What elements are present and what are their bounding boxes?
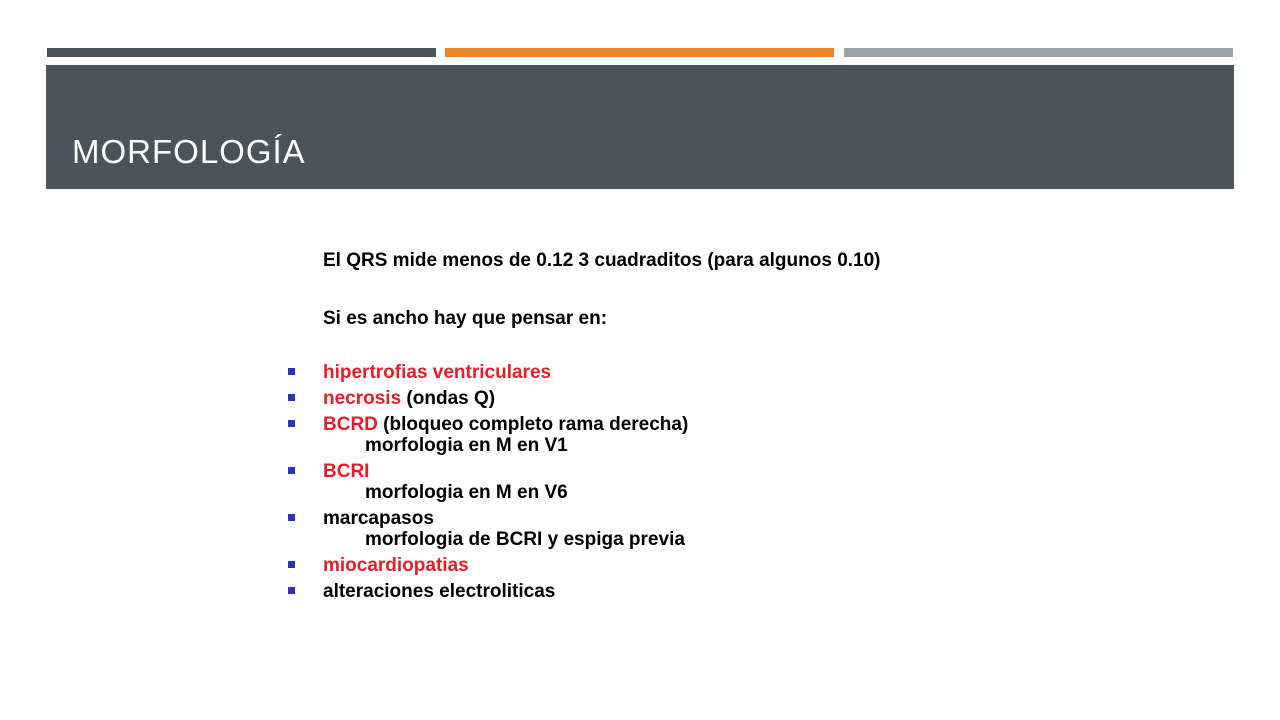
item-highlight: BCRI bbox=[323, 461, 370, 482]
title-band bbox=[46, 65, 1234, 189]
square-bullet-icon bbox=[288, 394, 295, 401]
square-bullet-icon bbox=[288, 368, 295, 375]
list-item bbox=[283, 362, 1003, 383]
list-item bbox=[283, 388, 1003, 409]
list-item bbox=[283, 508, 1003, 550]
list-item bbox=[283, 555, 1003, 576]
item-highlight: necrosis bbox=[323, 388, 402, 409]
lead-text: Si es ancho hay que pensar en: bbox=[323, 308, 608, 329]
square-bullet-icon bbox=[288, 467, 295, 474]
accent-bar-gray bbox=[844, 48, 1233, 57]
conditions-list bbox=[283, 362, 1003, 602]
square-bullet-icon bbox=[288, 561, 295, 568]
square-bullet-icon bbox=[288, 514, 295, 521]
item-highlight: miocardiopatias bbox=[323, 555, 469, 576]
list-item bbox=[283, 581, 1003, 602]
item-text: (ondas Q) bbox=[401, 388, 496, 409]
accent-bar-dark bbox=[47, 48, 436, 57]
item-subtext: morfologia en M en V6 bbox=[365, 482, 568, 503]
item-highlight: BCRD bbox=[323, 414, 378, 435]
list-item bbox=[283, 461, 1003, 503]
item-subtext: morfologia en M en V1 bbox=[365, 435, 568, 456]
qrs-intro-text: El QRS mide menos de 0.12 3 cuadraditos (para algunos 0.10) bbox=[323, 250, 881, 271]
square-bullet-icon bbox=[288, 420, 295, 427]
item-text: marcapasos bbox=[323, 508, 434, 529]
item-text: alteraciones electroliticas bbox=[323, 581, 556, 602]
list-item bbox=[283, 414, 1003, 456]
accent-bar-orange bbox=[445, 48, 834, 57]
slide-content bbox=[283, 250, 1003, 607]
square-bullet-icon bbox=[288, 587, 295, 594]
item-subtext: morfologia de BCRI y espiga previa bbox=[365, 529, 685, 550]
item-highlight: hipertrofias ventriculares bbox=[323, 362, 552, 383]
item-text: (bloqueo completo rama derecha) bbox=[377, 414, 689, 435]
slide-title: MORFOLOGÍA bbox=[72, 133, 306, 170]
